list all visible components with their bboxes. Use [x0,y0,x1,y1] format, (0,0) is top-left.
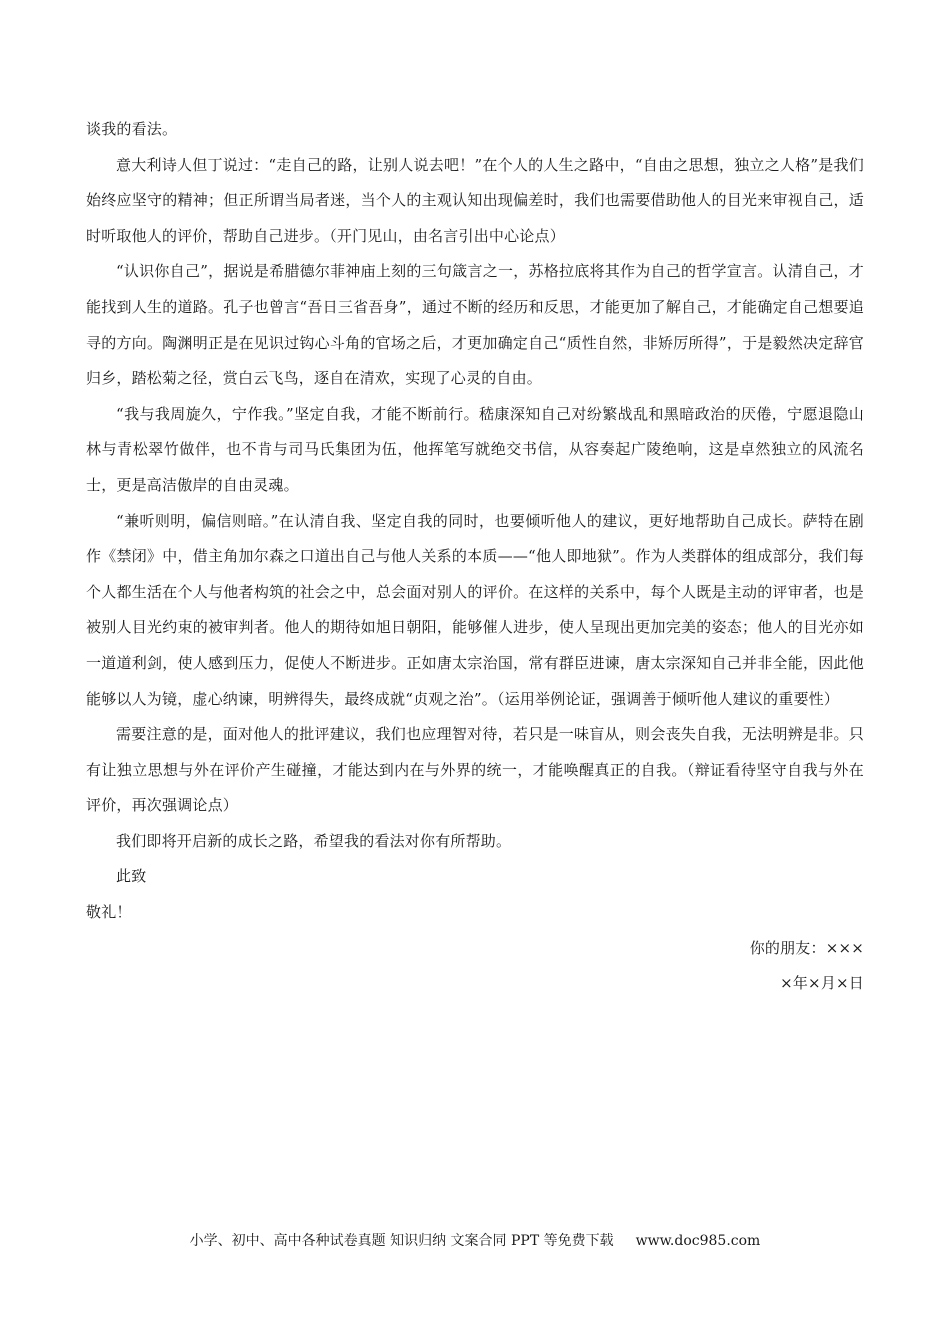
footer-url: www.doc985.com [635,1233,761,1249]
paragraph-intro: 意大利诗人但丁说过：“走自己的路，让别人说去吧！”在个人的人生之路中，“自由之思想，独立之人格”是我们始终应坚守的精神；但正所谓当局者迷，当个人的主观认知出现偏差时，我们也需要借助他人的目光来审视自己，适时听取他人的评价，帮助自己进步。（开门见山，由名言引出中心论点） [86,155,864,245]
closing-salutation: 此致 [116,867,147,886]
paragraph-conclusion: 我们即将开启新的成长之路，希望我的看法对你有所帮助。 [116,831,512,850]
paragraph-be-yourself: “我与我周旋久，宁作我。”坚定自我，才能不断前行。嵇康深知自己对纷繁战乱和黑暗政治的厌倦，宁愿退隐山林与青松翠竹做伴，也不肯与司马氏集团为伍，他挥笔写就绝交书信，从容奏起广陵绝响，这是卓然独立的风流名士，更是高洁傲岸的自由灵魂。 [86,404,864,494]
paragraph-know-yourself: “认识你自己”，据说是希腊德尔菲神庙上刻的三句箴言之一，苏格拉底将其作为自己的哲学宣言。认清自己，才能找到人生的道路。孔子也曾言“吾日三省吾身”，通过不断的经历和反思，才能更加了解自己，才能确定自己想要追寻的方向。陶渊明正是在见识过钩心斗角的官场之后，才更加确定自己“质性自然，非矫厉所得”，于是毅然决定辞官归乡，踏松菊之径，赏白云飞鸟，逐自在清欢，实现了心灵的自由。 [86,262,864,388]
footer-text: 小学、初中、高中各种试卷真题 知识归纳 文案合同 PPT 等免费下载 [189,1233,614,1249]
letter-body [86,112,864,1002]
closing-regards: 敬礼！ [86,903,132,922]
page-footer [0,1230,950,1250]
paragraph-dialectic: 需要注意的是，面对他人的批评建议，我们也应理智对待，若只是一味盲从，则会丧失自我，无法明辨是非。只有让独立思想与外在评价产生碰撞，才能达到内在与外界的统一，才能唤醒真正的自我。（辩证看待坚守自我与外在评价，再次强调论点） [86,725,864,815]
signature: 你的朋友：××× [749,938,864,957]
letter-date: ×年×月×日 [780,974,864,993]
paragraph-listen-others: “兼听则明，偏信则暗。”在认清自我、坚定自我的同时，也要倾听他人的建议，更好地帮助自己成长。萨特在剧作《禁闭》中，借主角加尔森之口道出自己与他人关系的本质——“他人即地狱”。作为人类群体的组成部分，我们每个人都生活在个人与他者构筑的社会之中，总会面对别人的评价。在这样的关系中，每个人既是主动的评审者，也是被别人目光约束的被审判者。他人的期待如旭日朝阳，能够催人进步，使人呈现出更加完美的姿态；他人的目光亦如一道道利剑，使人感到压力，促使人不断进步。正如唐太宗治国，常有群臣进谏，唐太宗深知自己并非全能，因此他能够以人为镜，虚心纳谏，明辨得失，最终成就“贞观之治”。（运用举例论证，强调善于倾听他人建议的重要性） [86,511,864,708]
opening-line: 谈我的看法。 [86,120,178,138]
